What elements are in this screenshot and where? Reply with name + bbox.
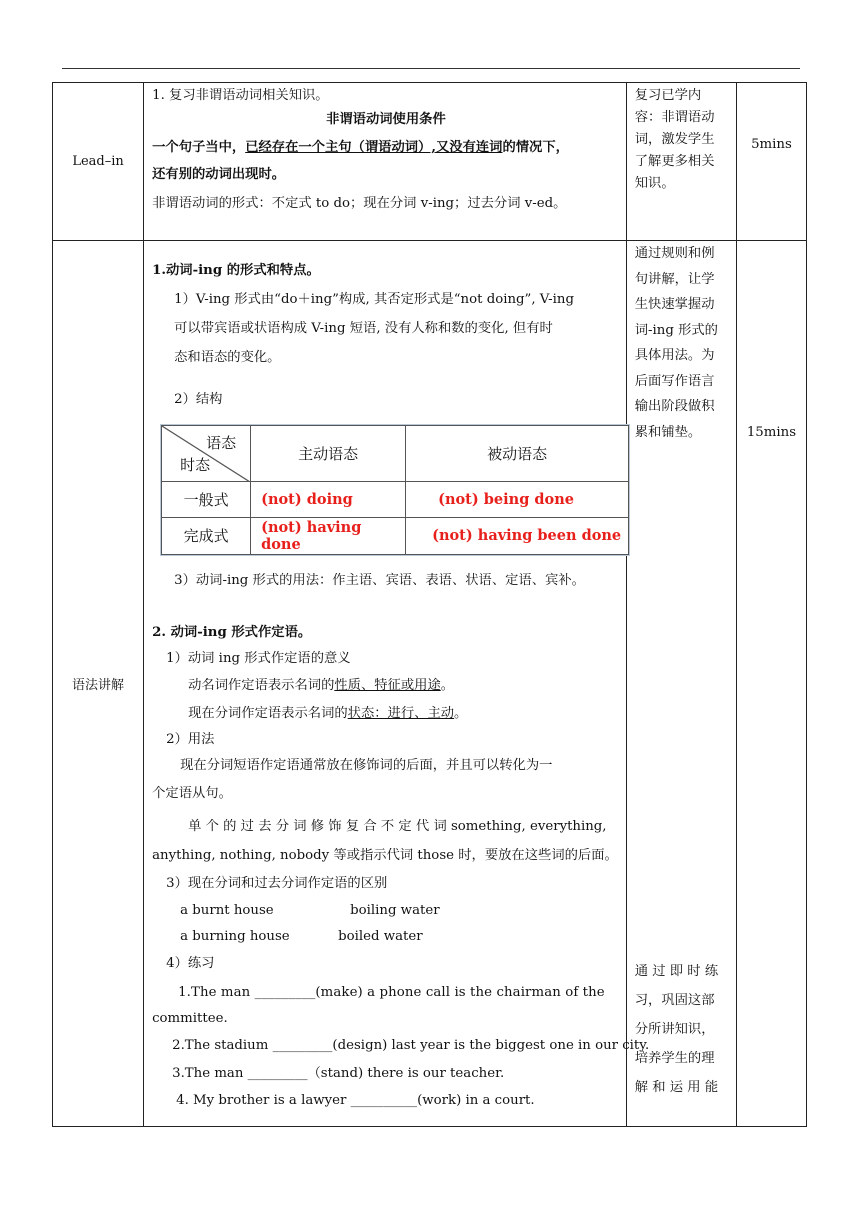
- exercise-2: 2.The stadium _________(design) last year is the biggest one in our city.: [172, 1038, 650, 1053]
- goal-line: 词-ing 形式的: [634, 322, 718, 338]
- lead-item-1: 1. 复习非谓语动词相关知识。: [152, 88, 329, 103]
- content-cell: [144, 241, 650, 1127]
- goal-line: 了解更多相关: [634, 154, 715, 169]
- voice-corner-cell: [162, 426, 251, 482]
- corner-voice: 语态: [206, 434, 237, 452]
- col-active: 主动语态: [251, 426, 406, 482]
- time-label: 5mins: [751, 137, 792, 152]
- goal-line: 后面写作语言: [634, 373, 715, 389]
- goal-line: 解 和 运 用 能: [634, 1080, 719, 1095]
- table-row: [53, 241, 807, 1127]
- subsection-1: 1）动词 ing 形式作定语的意义: [166, 651, 351, 666]
- goal-line: 培养学生的理: [634, 1051, 715, 1066]
- active-form: (not) having done: [251, 517, 406, 554]
- time-cell: [736, 241, 806, 1127]
- stage-label: Lead–in: [72, 154, 124, 169]
- stage-cell: [53, 241, 144, 1127]
- example-phrase: a burning house: [180, 929, 290, 944]
- goal-line: 通 过 即 时 练: [634, 964, 719, 979]
- stage-cell: [53, 83, 144, 241]
- paragraph-line: 1）V-ing 形式由“do＋ing”构成, 其否定形式是“not doing”, V-ing: [174, 292, 574, 307]
- example-phrase: a burnt house: [180, 903, 274, 918]
- goal-line: 具体用法。为: [634, 348, 715, 363]
- usage-line: 3）动词-ing 形式的用法：作主语、宾语、表语、状语、定语、宾补。: [174, 573, 585, 588]
- row-label: 一般式: [162, 482, 251, 517]
- goal-line: 词，激发学生: [634, 132, 715, 147]
- lesson-plan-table: [52, 82, 807, 1127]
- goal-line: 输出阶段做积: [634, 399, 715, 414]
- goal-cell: [626, 241, 736, 1127]
- lead-forms: 非谓语动词的形式：不定式 to do；现在分词 v-ing；过去分词 v-ed。: [152, 196, 567, 211]
- exercise-1: 1.The man _________(make) a phone call is the chairman of the committee.: [152, 985, 605, 1026]
- goal-line: 句讲解，让学: [634, 271, 715, 287]
- exercise-4: 4. My brother is a lawyer __________(work) in a court.: [176, 1093, 535, 1108]
- goal-line: 知识。: [634, 176, 675, 191]
- paragraph-line: 现在分词短语作定语通常放在修饰词的后面，并且可以转化为一: [180, 758, 553, 773]
- time-cell: [736, 83, 806, 241]
- time-label: 15mins: [746, 425, 797, 440]
- goal-cell: [626, 83, 736, 241]
- passive-form: (not) having been done: [406, 517, 629, 554]
- section-1-title: 1.动词-ing 的形式和特点。: [152, 263, 320, 278]
- paragraph-line: 可以带宾语或状语构成 V-ing 短语, 没有人称和数的变化, 但有时: [174, 321, 553, 336]
- subsection-2: 2）用法: [166, 732, 215, 747]
- example-pairs: [152, 898, 620, 950]
- paragraph-line: 态和语态的变化。: [174, 350, 281, 365]
- paragraph-line: 个定语从句。: [152, 786, 232, 801]
- gerund-meaning: 动名词作定语表示名词的性质、特征或用途。: [188, 678, 455, 693]
- subsection-3: 3）现在分词和过去分词作定语的区别: [166, 876, 388, 891]
- col-passive: 被动语态: [406, 426, 629, 482]
- paragraph-line: 单 个 的 过 去 分 词 修 饰 复 合 不 定 代 词 something, everything,: [188, 819, 607, 834]
- lead-rule-line2: 还有别的动词出现时。: [152, 167, 286, 182]
- goal-line: 通过规则和例: [634, 246, 715, 261]
- subsection-4: 4）练习: [166, 956, 215, 971]
- header-rule: [62, 68, 800, 69]
- corner-tense: 时态: [180, 456, 211, 475]
- goal-line: 复习已学内: [634, 88, 702, 103]
- exercise-3: 3.The man _________（stand) there is our teacher.: [172, 1066, 505, 1081]
- lead-heading: 非谓语动词使用条件: [326, 112, 446, 127]
- goal-line: 习，巩固这部: [634, 993, 715, 1008]
- active-form: (not) doing: [251, 482, 406, 517]
- row-label: 完成式: [162, 517, 251, 554]
- section-2-title: 2. 动词-ing 形式作定语。: [152, 625, 312, 640]
- participle-meaning: 现在分词作定语表示名词的状态：进行、主动。: [188, 706, 468, 721]
- content-cell: [144, 83, 627, 241]
- goal-line: 容：非谓语动: [634, 110, 715, 125]
- goal-line: 生快速掌握动: [634, 297, 715, 312]
- voice-table-image: [160, 424, 630, 556]
- stage-label: 语法讲解: [72, 678, 125, 693]
- goal-line: 分所讲知识，: [634, 1022, 715, 1037]
- passive-form: (not) being done: [406, 482, 629, 517]
- structure-label: 2）结构: [174, 392, 223, 407]
- goal-line: 累和铺垫。: [634, 424, 702, 440]
- table-row: [53, 83, 807, 241]
- example-phrase: boiling water: [350, 903, 440, 918]
- example-phrase: boiled water: [338, 929, 423, 944]
- paragraph-line: anything, nothing, nobody 等或指示代词 those 时，要放在这些词的后面。: [152, 848, 618, 863]
- lead-rule: 一个句子当中，已经存在一个主句（谓语动词）,又没有连词的情况下，: [152, 140, 569, 155]
